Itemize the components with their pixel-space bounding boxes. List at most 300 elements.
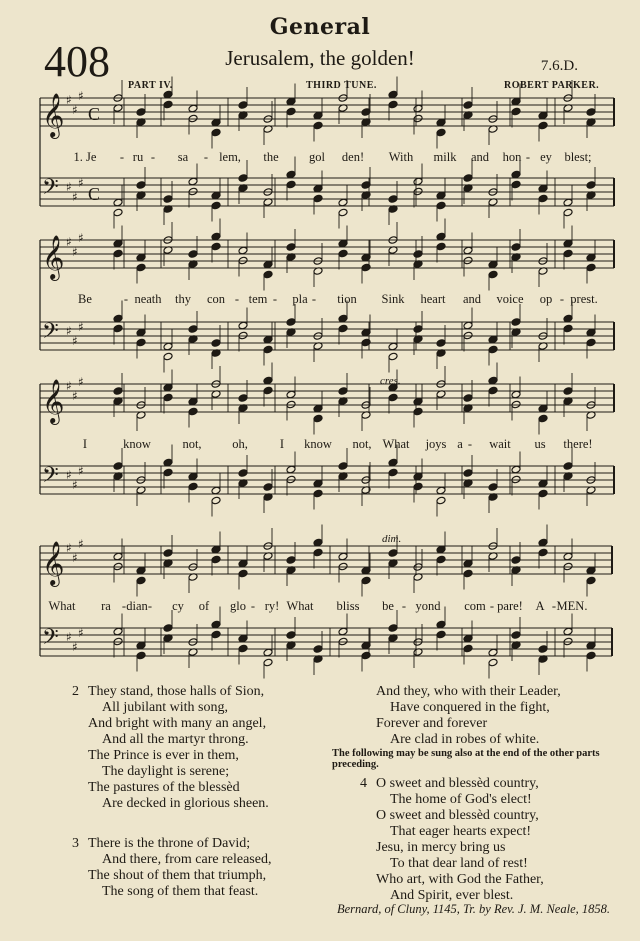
note-head — [511, 107, 521, 116]
note-head — [361, 263, 371, 272]
lyric-syllable: - — [203, 150, 209, 164]
note-head — [488, 648, 498, 657]
sharp-icon: ♯ — [66, 630, 72, 644]
note-head — [136, 328, 146, 337]
verse-line: And bright with many an angel, — [88, 716, 267, 731]
note-head — [263, 658, 273, 667]
note-head — [538, 111, 548, 120]
note-head — [563, 208, 573, 217]
note-head — [388, 342, 398, 351]
note-head — [436, 339, 446, 348]
note-head — [361, 108, 371, 117]
note-head — [188, 177, 198, 186]
sharp-icon: ♯ — [78, 231, 84, 245]
lyric-syllable: I — [82, 437, 88, 451]
note-head — [188, 482, 198, 491]
note-head — [538, 414, 548, 423]
sharp-icon: ♯ — [72, 103, 78, 117]
lyric-syllable: the — [263, 150, 279, 164]
note-head — [538, 548, 548, 557]
note-head — [286, 170, 296, 179]
note-head — [188, 250, 198, 259]
note-head — [463, 559, 473, 568]
note-head — [136, 338, 146, 347]
note-head — [361, 641, 371, 650]
note-head — [563, 562, 573, 571]
lyric-syllable: us — [534, 437, 546, 451]
lyric-syllable: joys — [425, 437, 447, 451]
lyric-syllable: there! — [563, 437, 593, 451]
note-head — [188, 407, 198, 416]
sharp-icon: ♯ — [66, 180, 72, 194]
note-head — [188, 187, 198, 196]
note-head — [211, 128, 221, 137]
verse-line: Forever and forever — [376, 716, 488, 731]
note-head — [338, 387, 348, 396]
note-head — [136, 263, 146, 272]
note-head — [463, 394, 473, 403]
note-head — [286, 631, 296, 640]
note-head — [163, 393, 173, 402]
note-head — [238, 321, 248, 330]
note-head — [113, 314, 123, 323]
note-head — [563, 239, 573, 248]
note-head — [313, 538, 323, 547]
note-head — [463, 634, 473, 643]
note-head — [263, 386, 273, 395]
part-label: PART IV. — [128, 80, 173, 91]
note-head — [286, 180, 296, 189]
verse-line: And there, from care released, — [102, 852, 272, 867]
note-head — [563, 314, 573, 323]
note-head — [388, 195, 398, 204]
note-head — [511, 170, 521, 179]
lyric-syllable: sa — [177, 150, 189, 164]
verse-line: Jesu, in mercy bring us — [376, 840, 506, 855]
time-signature: C — [88, 104, 101, 124]
note-head — [388, 90, 398, 99]
note-head — [463, 469, 473, 478]
sharp-icon: ♯ — [66, 235, 72, 249]
note-head — [313, 548, 323, 557]
treble-clef-icon: 𝄞 — [42, 235, 65, 279]
note-head — [188, 472, 198, 481]
lyric-syllable: of — [198, 599, 210, 613]
verse-4 — [360, 776, 544, 904]
note-head — [436, 545, 446, 554]
note-head — [388, 100, 398, 109]
verse-line: The song of them that feast. — [102, 884, 259, 899]
note-head — [388, 468, 398, 477]
sharp-icon: ♯ — [72, 551, 78, 565]
note-head — [338, 208, 348, 217]
note-head — [113, 627, 123, 636]
lyric-syllable: voice — [496, 292, 524, 306]
verse-3-continued — [376, 684, 561, 748]
note-head — [313, 414, 323, 423]
note-head — [586, 566, 596, 575]
lyric-syllable: - — [525, 150, 531, 164]
verse-number: 2 — [72, 684, 79, 699]
note-head — [286, 465, 296, 474]
verse-number: 3 — [72, 836, 79, 851]
note-head — [313, 489, 323, 498]
note-head — [436, 201, 446, 210]
bass-clef-icon: 𝄢 — [42, 625, 59, 655]
sharp-icon: ♯ — [66, 93, 72, 107]
note-head — [463, 569, 473, 578]
sharp-icon: ♯ — [66, 324, 72, 338]
note-head — [211, 339, 221, 348]
lyric-syllable: - — [150, 150, 156, 164]
verse-3 — [72, 836, 272, 900]
lyric-syllable: ey — [540, 150, 552, 164]
lyric-syllable: gol — [309, 150, 325, 164]
treble-clef-icon: 𝄞 — [42, 93, 65, 137]
lyric-syllable: yond — [415, 599, 441, 613]
lyric-syllable: be — [382, 599, 394, 613]
note-head — [361, 181, 371, 190]
note-head — [488, 386, 498, 395]
lyric-syllable: - — [123, 292, 129, 306]
note-head — [238, 644, 248, 653]
note-head — [413, 482, 423, 491]
sharp-icon: ♯ — [72, 640, 78, 654]
sharp-icon: ♯ — [66, 541, 72, 555]
note-head — [211, 232, 221, 241]
note-head — [113, 324, 123, 333]
lyric-syllable: Be — [78, 292, 92, 306]
note-head — [488, 376, 498, 385]
note-head — [136, 108, 146, 117]
lyric-syllable: I — [279, 437, 285, 451]
note-head — [511, 318, 521, 327]
note-head — [163, 468, 173, 477]
note-head — [361, 338, 371, 347]
note-head — [313, 645, 323, 654]
lyric-syllable: thy — [175, 292, 191, 306]
verse-line: The Prince is ever in them, — [88, 748, 239, 763]
lyric-syllable: not, — [352, 437, 372, 451]
hymn-meter: 7.6.D. — [540, 58, 578, 74]
note-head — [211, 620, 221, 629]
time-signature: C — [88, 184, 101, 204]
lyric-syllable: and — [462, 292, 482, 306]
note-head — [488, 483, 498, 492]
note-head — [361, 576, 371, 585]
dynamic-dim: dim. — [382, 533, 402, 545]
note-head — [511, 400, 521, 409]
note-head — [286, 97, 296, 106]
note-head — [586, 641, 596, 650]
note-head — [238, 559, 248, 568]
note-head — [313, 184, 323, 193]
note-head — [313, 121, 323, 130]
note-head — [136, 651, 146, 660]
lyric-syllable: not, — [182, 437, 202, 451]
lyric-syllable: - — [119, 150, 125, 164]
note-head — [413, 325, 423, 334]
verse-2 — [72, 684, 269, 812]
note-head — [188, 104, 198, 113]
note-head — [163, 90, 173, 99]
verse-line: The shout of them that triumph, — [88, 868, 267, 883]
note-head — [163, 383, 173, 392]
note-head — [338, 552, 348, 561]
sharp-icon: ♯ — [78, 320, 84, 334]
note-head — [238, 256, 248, 265]
note-text: The following may be sung also at the end of the other parts preceding. — [332, 748, 600, 770]
verse-line: There is the throne of David; — [88, 836, 251, 851]
note-head — [286, 556, 296, 565]
lyric-syllable: What — [48, 599, 76, 613]
note-head — [211, 545, 221, 554]
lyric-syllable: glo — [230, 599, 246, 613]
note-head — [211, 496, 221, 505]
note-head — [413, 407, 423, 416]
sharp-icon: ♯ — [78, 375, 84, 389]
note-head — [238, 634, 248, 643]
sharp-icon: ♯ — [72, 478, 78, 492]
note-head — [238, 331, 248, 340]
note-head — [586, 263, 596, 272]
note-head — [338, 462, 348, 471]
note-head — [211, 118, 221, 127]
note-head — [538, 645, 548, 654]
note-head — [538, 479, 548, 488]
note-head — [436, 118, 446, 127]
note-head — [413, 397, 423, 406]
note-head — [413, 114, 423, 123]
note-head — [338, 249, 348, 258]
note-head — [511, 475, 521, 484]
note-head — [163, 352, 173, 361]
note-head — [136, 641, 146, 650]
lyric-syllable: wait — [489, 437, 511, 451]
lyric-syllable: con — [206, 292, 226, 306]
note-head — [436, 555, 446, 564]
note-head — [338, 637, 348, 646]
note-head — [338, 562, 348, 571]
note-head — [361, 328, 371, 337]
note-head — [188, 114, 198, 123]
lyric-line-3 — [40, 437, 620, 451]
note-head — [313, 479, 323, 488]
note-head — [113, 562, 123, 571]
note-head — [563, 552, 573, 561]
note-head — [538, 121, 548, 130]
lyric-line-1 — [40, 150, 620, 164]
lyric-syllable: What — [382, 437, 410, 451]
note-head — [338, 198, 348, 207]
note-head — [511, 97, 521, 106]
lyric-syllable: prest. — [570, 292, 598, 306]
note-head — [238, 394, 248, 403]
sharp-icon: ♯ — [78, 89, 84, 103]
note-head — [563, 324, 573, 333]
verse-line: And all the martyr throng. — [102, 732, 249, 747]
lyric-syllable: ra — [101, 599, 111, 613]
note-head — [586, 651, 596, 660]
sharp-icon: ♯ — [78, 537, 84, 551]
note-head — [436, 191, 446, 200]
verse-line: Are clad in robes of white. — [390, 732, 540, 747]
verse-line: The home of God's elect! — [390, 792, 532, 807]
sharp-icon: ♯ — [72, 334, 78, 348]
sharp-icon: ♯ — [78, 464, 84, 478]
note-head — [238, 246, 248, 255]
lyric-syllable: neath — [134, 292, 162, 306]
verse-line: The daylight is serene; — [102, 764, 230, 779]
lyric-syllable: know — [304, 437, 332, 451]
note-head — [113, 249, 123, 258]
bass-clef-icon: 𝄢 — [42, 463, 59, 493]
note-head — [113, 387, 123, 396]
treble-clef-icon: 𝄞 — [42, 379, 65, 423]
note-head — [586, 338, 596, 347]
lyric-syllable: - — [401, 599, 407, 613]
composer-label: ROBERT PARKER. — [504, 80, 600, 91]
verse-line: The pastures of the blessèd — [88, 780, 240, 795]
lyric-syllable: - — [121, 599, 127, 613]
note-head — [136, 566, 146, 575]
lyric-syllable: - — [311, 292, 317, 306]
hymn-number: 408 — [44, 37, 110, 86]
note-head — [286, 243, 296, 252]
note-head — [286, 400, 296, 409]
note-head — [113, 198, 123, 207]
note-head — [113, 208, 123, 217]
note-head — [211, 191, 221, 200]
note-head — [361, 566, 371, 575]
note-head — [286, 390, 296, 399]
note-head — [538, 538, 548, 547]
note-head — [563, 198, 573, 207]
lyric-syllable: - — [467, 437, 473, 451]
note-head — [338, 627, 348, 636]
note-head — [436, 242, 446, 251]
note-head — [563, 249, 573, 258]
verse-line: Who art, with God the Father, — [376, 872, 544, 887]
note-head — [211, 201, 221, 210]
note-head — [188, 325, 198, 334]
lyric-syllable: heart — [420, 292, 446, 306]
lyric-syllable: - — [272, 292, 278, 306]
note-head — [361, 651, 371, 660]
note-head — [488, 345, 498, 354]
note-head — [313, 111, 323, 120]
note-head — [211, 486, 221, 495]
note-head — [238, 469, 248, 478]
note-head — [436, 232, 446, 241]
note-head — [488, 335, 498, 344]
lyric-syllable: and — [470, 150, 490, 164]
hymn-title: Jerusalem, the golden! — [225, 46, 415, 70]
note-head — [436, 630, 446, 639]
lyric-syllable: What — [286, 599, 314, 613]
note-head — [136, 576, 146, 585]
lyric-syllable: lem, — [219, 150, 241, 164]
note-head — [413, 177, 423, 186]
note-head — [211, 555, 221, 564]
note-head — [163, 195, 173, 204]
note-head — [563, 387, 573, 396]
note-head — [113, 239, 123, 248]
lyric-syllable: - — [551, 599, 557, 613]
note-head — [586, 576, 596, 585]
lyric-syllable: cy — [172, 599, 184, 613]
note-head — [388, 549, 398, 558]
sharp-icon: ♯ — [72, 389, 78, 403]
lyric-syllable: ru — [132, 150, 144, 164]
note-head — [413, 104, 423, 113]
note-head — [488, 270, 498, 279]
verse-line: That eager hearts expect! — [390, 824, 532, 839]
lyric-syllable: With — [388, 150, 414, 164]
note-head — [263, 483, 273, 492]
note-head — [188, 397, 198, 406]
bass-clef-icon: 𝄢 — [42, 319, 59, 349]
section-heading: General — [269, 14, 371, 40]
note-head — [338, 324, 348, 333]
note-head — [538, 184, 548, 193]
note-head — [538, 404, 548, 413]
note-head — [263, 376, 273, 385]
note-head — [238, 174, 248, 183]
lyric-syllable: den! — [341, 150, 365, 164]
lyric-syllable: blest; — [564, 150, 592, 164]
note-head — [286, 107, 296, 116]
note-head — [388, 352, 398, 361]
note-head — [436, 128, 446, 137]
verse-line: O sweet and blessèd country, — [376, 776, 539, 791]
lyric-syllable: pla — [292, 292, 308, 306]
note-head — [313, 404, 323, 413]
note-head — [211, 242, 221, 251]
note-head — [413, 187, 423, 196]
note-head — [463, 331, 473, 340]
note-head — [263, 345, 273, 354]
lyric-syllable: MEN. — [556, 599, 588, 613]
note-head — [586, 108, 596, 117]
lyric-syllable: op — [539, 292, 553, 306]
lyric-syllable: A — [535, 599, 545, 613]
note-head — [113, 637, 123, 646]
verse-line: And Spirit, ever blest. — [390, 888, 514, 903]
verse-line: To that dear land of rest! — [390, 856, 528, 871]
note-head — [163, 624, 173, 633]
lyric-syllable: tem — [248, 292, 268, 306]
lyric-syllable: a — [457, 437, 463, 451]
note-head — [163, 100, 173, 109]
sharp-icon: ♯ — [66, 379, 72, 393]
sharp-icon: ♯ — [72, 190, 78, 204]
note-head — [211, 630, 221, 639]
note-head — [263, 260, 273, 269]
note-head — [436, 620, 446, 629]
note-head — [338, 314, 348, 323]
note-head — [488, 260, 498, 269]
note-head — [263, 270, 273, 279]
note-head — [413, 250, 423, 259]
lyric-syllable: know — [123, 437, 151, 451]
sharp-icon: ♯ — [78, 626, 84, 640]
lyric-syllable: bliss — [336, 599, 360, 613]
note-head — [563, 627, 573, 636]
note-head — [163, 549, 173, 558]
note-head — [163, 458, 173, 467]
note-head — [463, 246, 473, 255]
